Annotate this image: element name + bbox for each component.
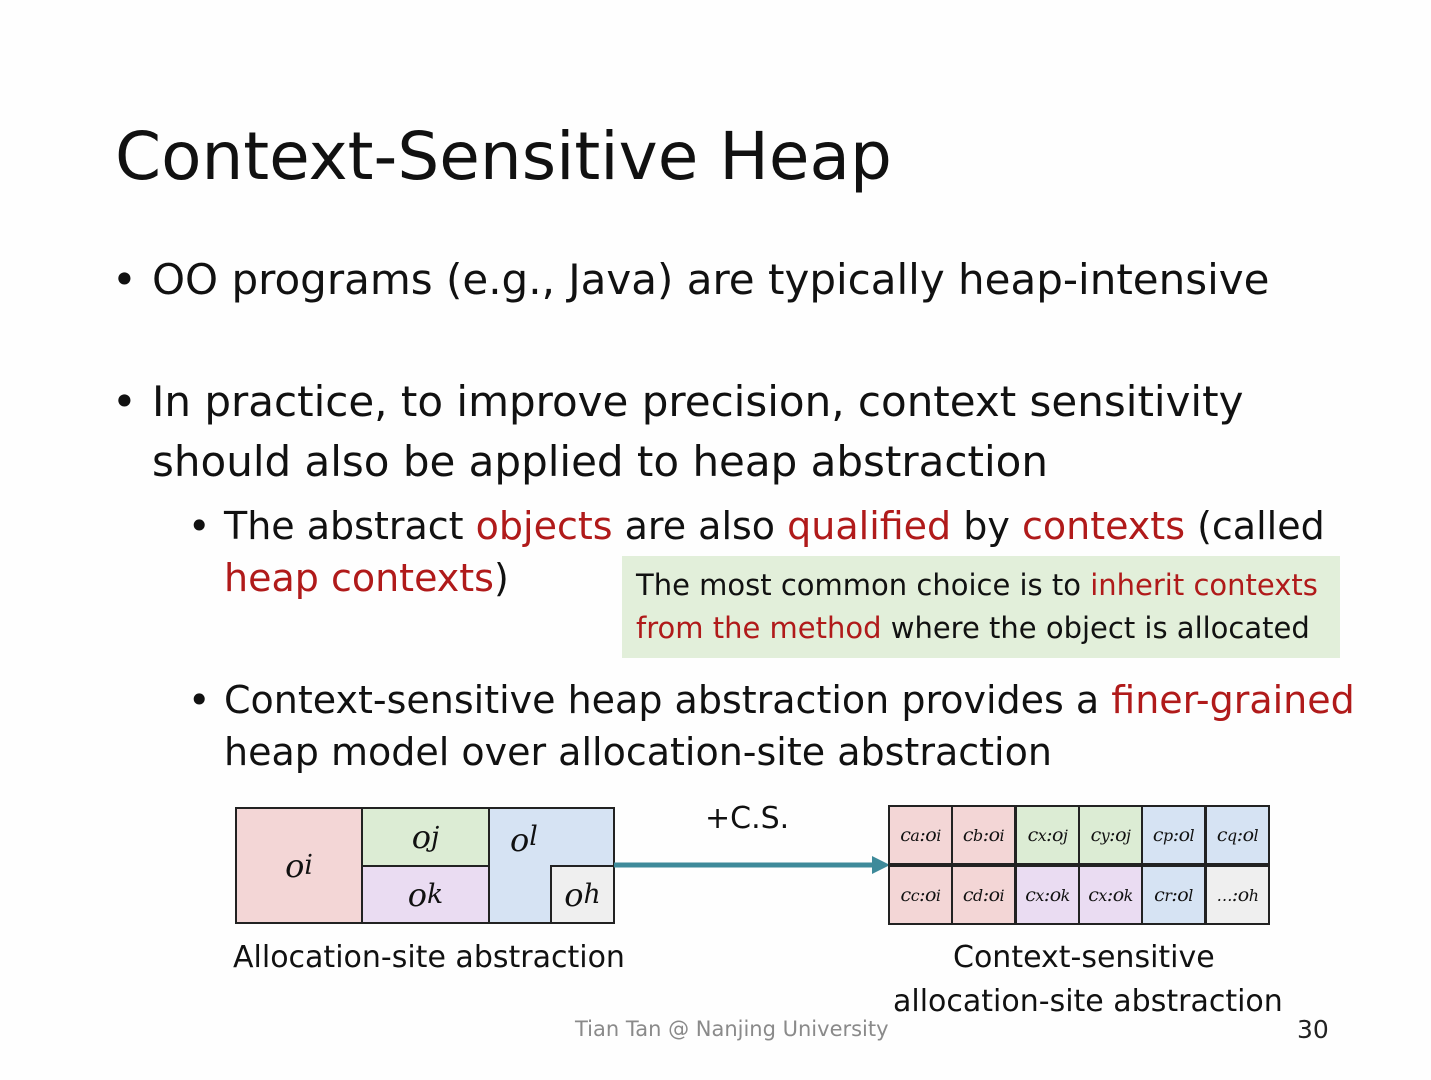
ctx-subscript: b [973,825,983,845]
sub-bullet-2-line1 [224,674,1355,726]
obj-letter: o [411,818,431,856]
text-run: ) [493,556,509,600]
obj-letter: o [285,846,305,885]
cs-cell [951,865,1016,925]
cs-cell [1078,805,1143,865]
obj-subscript: i [304,850,313,881]
cs-cell [888,805,953,865]
sub-bullet-2-line2: heap model over allocation-site abstraction [224,730,1052,774]
highlight-finer-grained: finer-grained [1111,678,1355,722]
colon-separator: :o [1236,824,1254,846]
text-run: where the object is allocated [881,611,1310,645]
obj-subscript: i [999,885,1005,905]
obj-subscript: k [1123,885,1133,905]
obj-subscript: h [1248,885,1259,905]
obj-subscript: l [529,821,538,852]
obj-letter: o [407,875,428,914]
slide-title: Context-Sensitive Heap [115,118,892,195]
ctx-subscript: a [910,825,920,845]
ctx-letter: c [1090,824,1101,846]
ctx-subscript: x [1098,885,1107,905]
ctx-letter: c [1088,884,1099,906]
obj-subscript: j [1126,825,1131,845]
ctx-subscript: y [1100,825,1110,845]
obj-letter: o [510,821,530,859]
ctx-subscript: x [1035,885,1044,905]
cs-cell [1205,865,1270,925]
footer-text: Tian Tan @ Nanjing University [575,1017,889,1041]
obj-subscript: i [935,885,941,905]
cs-cell [1205,805,1270,865]
highlight-inherit-contexts: inherit contexts [1090,568,1318,602]
colon-separator: :o [1171,884,1189,906]
colon-separator: :o [1109,824,1127,846]
page-number: 30 [1297,1015,1329,1044]
colon-separator: :o [1046,824,1063,846]
obj-subscript: j [431,821,440,853]
cs-cell [1141,805,1206,865]
obj-subscript: l [1189,825,1195,845]
text-run: Context-sensitive heap abstraction provides a [224,678,1112,722]
ctx-subscript: … [1216,885,1232,905]
ctx-subscript: c [910,885,920,905]
cs-cell [888,865,953,925]
ctx-letter: c [1152,824,1164,846]
obj-subscript: i [936,825,941,845]
bullet-1-text: OO programs (e.g., Java) are typically heap-intensive [152,255,1270,304]
ctx-letter: c [900,884,911,906]
arrow-label: +C.S. [705,801,790,836]
ctx-subscript: p [1163,825,1173,845]
colon-separator: :o [1106,884,1124,906]
colon-separator: :o [1172,824,1190,846]
ctx-subscript: r [1164,885,1172,905]
bullet-dot: • [112,377,137,426]
bullet-dot: • [188,504,211,548]
text-run: are also [612,504,788,548]
highlight-qualified: qualified [787,504,952,548]
right-diagram-caption-line2: allocation-site abstraction [893,984,1283,1019]
highlight-contexts: contexts [1021,504,1185,548]
colon-separator: :o [1043,884,1061,906]
obj-letter: o [564,875,584,914]
obj-subscript: k [427,879,444,910]
sub-bullet-1-line2 [224,552,509,604]
ctx-subscript: x [1037,825,1047,845]
callout-box [622,556,1340,658]
callout-line1 [636,564,1340,607]
text-run: (called [1185,504,1325,548]
cell-o-j [361,807,490,867]
obj-subscript: h [583,879,601,910]
ctx-subscript: d [973,885,983,905]
bullet-dot: • [112,255,137,304]
ctx-letter: c [1216,824,1228,846]
colon-separator: :o [919,824,937,846]
obj-subscript: i [999,825,1005,845]
colon-separator: :o [1231,884,1249,906]
ctx-letter: c [962,884,974,906]
ctx-letter: c [962,824,974,846]
ctx-subscript: q [1227,825,1237,845]
text-run: The abstract [224,504,476,548]
ctx-letter: c [1154,884,1165,906]
obj-subscript: j [1063,825,1068,845]
bullet-2-line1: In practice, to improve precision, context sensitivity [152,377,1244,426]
sub-bullet-1-line1 [224,500,1325,552]
left-diagram-caption: Allocation-site abstraction [233,940,625,975]
cell-o-h [550,865,615,924]
colon-separator: :o [982,884,1000,906]
obj-subscript: k [1060,885,1070,905]
text-run: by [951,504,1022,548]
highlight-heap-contexts: heap contexts [224,556,494,600]
text-run: The most common choice is to [636,568,1091,602]
cs-cell [1078,865,1143,925]
arrow-right-icon [612,852,892,878]
cell-o-i [235,807,363,924]
obj-subscript: l [1188,885,1193,905]
callout-line2 [636,607,1340,650]
cell-o-k [361,865,490,924]
obj-subscript: l [1253,825,1259,845]
highlight-from-the-method: from the method [636,611,882,645]
cs-cell [1015,805,1080,865]
colon-separator: :o [919,884,936,906]
cs-cell [951,805,1016,865]
cs-cell [1141,865,1206,925]
cs-cell [1015,865,1080,925]
ctx-letter: c [1027,824,1038,846]
bullet-dot: • [188,678,211,722]
highlight-objects: objects [475,504,613,548]
colon-separator: :o [982,824,1000,846]
right-diagram-caption-line1: Context-sensitive [953,940,1215,975]
bullet-2-line2: should also be applied to heap abstraction [152,437,1048,486]
ctx-letter: c [1025,884,1036,906]
ctx-letter: c [900,824,911,846]
